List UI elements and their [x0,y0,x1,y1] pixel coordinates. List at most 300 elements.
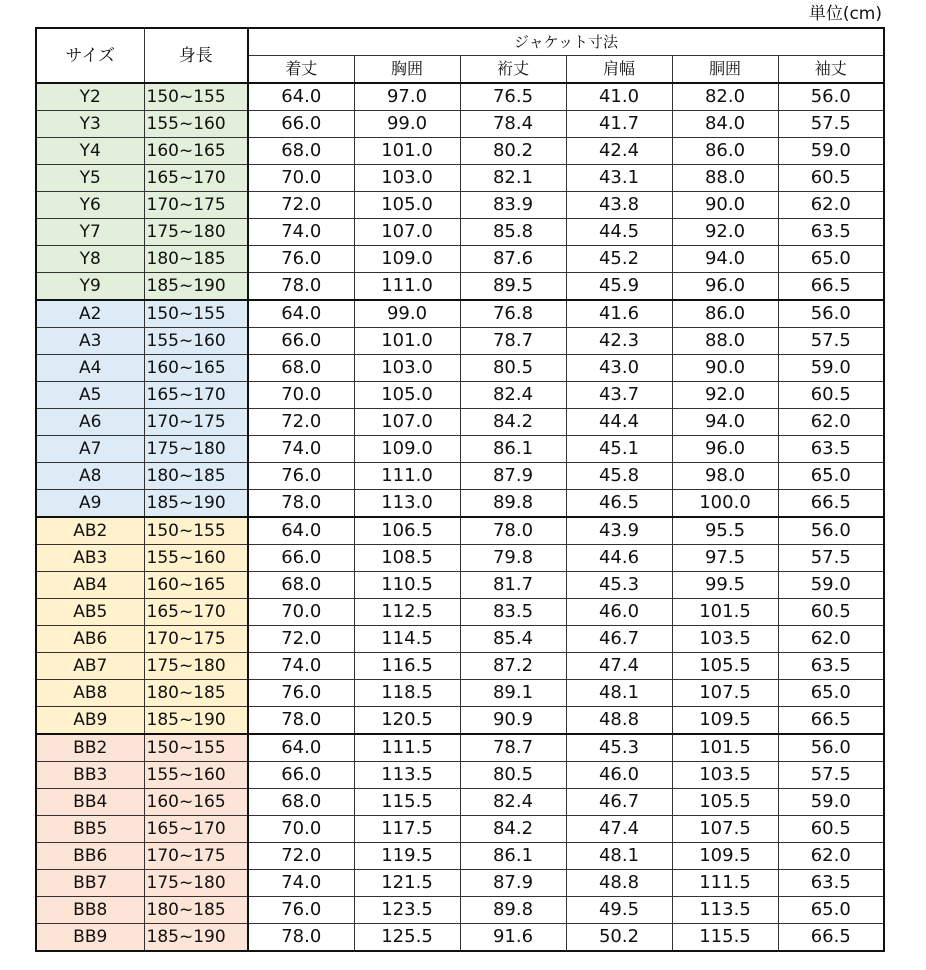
measurement-cell: 105.5 [672,653,778,680]
measurement-cell: 106.5 [354,517,460,545]
measurement-cell: 113.0 [354,490,460,518]
measurement-cell: 116.5 [354,653,460,680]
measurement-cell: 49.5 [566,897,672,924]
size-cell: AB9 [36,707,144,735]
measurement-cell: 42.4 [566,138,672,165]
measurement-cell: 107.0 [354,409,460,436]
table-row [36,165,884,192]
measurement-cell: 72.0 [248,626,354,653]
measurement-cell: 41.7 [566,111,672,138]
measurement-cell: 109.0 [354,436,460,463]
measurement-cell: 114.5 [354,626,460,653]
measurement-cell: 46.7 [566,626,672,653]
measurement-cell: 99.5 [672,572,778,599]
size-cell: A2 [36,300,144,328]
measurement-cell: 103.5 [672,626,778,653]
measurement-cell: 44.4 [566,409,672,436]
measurement-cell: 94.0 [672,246,778,273]
measurement-cell: 82.4 [460,382,566,409]
measurement-cell: 74.0 [248,653,354,680]
height-cell: 150~155 [144,517,248,545]
measurement-cell: 76.0 [248,680,354,707]
height-cell: 165~170 [144,599,248,626]
measurement-cell: 60.5 [778,382,884,409]
table-row [36,490,884,518]
size-cell: A3 [36,328,144,355]
measurement-cell: 90.0 [672,192,778,219]
measurement-cell: 50.2 [566,924,672,952]
measurement-cell: 105.0 [354,192,460,219]
measurement-cell: 66.0 [248,111,354,138]
height-cell: 150~155 [144,300,248,328]
measurement-cell: 119.5 [354,843,460,870]
measurement-cell: 97.5 [672,545,778,572]
measurement-cell: 87.6 [460,246,566,273]
measurement-cell: 92.0 [672,219,778,246]
measurement-cell: 90.0 [672,355,778,382]
measurement-cell: 86.1 [460,843,566,870]
height-cell: 170~175 [144,843,248,870]
measurement-cell: 45.3 [566,572,672,599]
height-cell: 170~175 [144,192,248,219]
measurement-cell: 109.5 [672,707,778,735]
measurement-cell: 66.0 [248,328,354,355]
height-cell: 155~160 [144,328,248,355]
measurement-cell: 110.5 [354,572,460,599]
measurement-cell: 76.0 [248,463,354,490]
measurement-cell: 41.0 [566,83,672,111]
table-row [36,680,884,707]
measurement-cell: 87.9 [460,463,566,490]
table-row [36,762,884,789]
measurement-cell: 113.5 [354,762,460,789]
measurement-cell: 89.5 [460,273,566,301]
measurement-cell: 96.0 [672,436,778,463]
height-cell: 155~160 [144,111,248,138]
measurement-cell: 68.0 [248,572,354,599]
size-cell: BB5 [36,816,144,843]
table-row [36,924,884,952]
measurement-cell: 56.0 [778,517,884,545]
measurement-cell: 74.0 [248,436,354,463]
table-row [36,219,884,246]
measurement-cell: 99.0 [354,111,460,138]
table-row [36,328,884,355]
measurement-cell: 78.0 [248,490,354,518]
size-cell: AB5 [36,599,144,626]
header-row-top [36,28,884,56]
measurement-cell: 121.5 [354,870,460,897]
measurement-cell: 47.4 [566,653,672,680]
size-cell: AB6 [36,626,144,653]
measurement-cell: 43.1 [566,165,672,192]
height-cell: 165~170 [144,165,248,192]
measurement-cell: 107.5 [672,680,778,707]
measurement-cell: 80.2 [460,138,566,165]
size-cell: Y6 [36,192,144,219]
measurement-cell: 59.0 [778,789,884,816]
header-measure: 着丈 [248,56,354,84]
measurement-cell: 44.5 [566,219,672,246]
measurement-cell: 84.0 [672,111,778,138]
measurement-cell: 88.0 [672,328,778,355]
measurement-cell: 78.0 [248,924,354,952]
height-cell: 155~160 [144,762,248,789]
table-row [36,463,884,490]
measurement-cell: 45.2 [566,246,672,273]
measurement-cell: 76.5 [460,83,566,111]
measurement-cell: 43.0 [566,355,672,382]
measurement-cell: 70.0 [248,165,354,192]
measurement-cell: 108.5 [354,545,460,572]
measurement-cell: 46.5 [566,490,672,518]
measurement-cell: 57.5 [778,762,884,789]
measurement-cell: 60.5 [778,165,884,192]
measurement-cell: 63.5 [778,653,884,680]
size-cell: BB2 [36,734,144,762]
measurement-cell: 65.0 [778,246,884,273]
measurement-cell: 57.5 [778,545,884,572]
measurement-cell: 82.4 [460,789,566,816]
size-cell: BB4 [36,789,144,816]
measurement-cell: 101.5 [672,599,778,626]
table-row [36,897,884,924]
measurement-cell: 111.5 [672,870,778,897]
size-cell: BB3 [36,762,144,789]
measurement-cell: 78.4 [460,111,566,138]
measurement-cell: 99.0 [354,300,460,328]
size-cell: AB2 [36,517,144,545]
measurement-cell: 45.8 [566,463,672,490]
measurement-cell: 89.8 [460,490,566,518]
table-row [36,816,884,843]
measurement-cell: 48.1 [566,680,672,707]
measurement-cell: 63.5 [778,219,884,246]
height-cell: 160~165 [144,355,248,382]
measurement-cell: 57.5 [778,328,884,355]
measurement-cell: 68.0 [248,138,354,165]
measurement-cell: 68.0 [248,789,354,816]
height-cell: 160~165 [144,138,248,165]
measurement-cell: 43.9 [566,517,672,545]
measurement-cell: 66.0 [248,762,354,789]
measurement-cell: 64.0 [248,517,354,545]
table-row [36,192,884,219]
measurement-cell: 118.5 [354,680,460,707]
measurement-cell: 125.5 [354,924,460,952]
measurement-cell: 56.0 [778,734,884,762]
measurement-cell: 74.0 [248,219,354,246]
measurement-cell: 111.0 [354,273,460,301]
table-row [36,545,884,572]
measurement-cell: 101.5 [672,734,778,762]
jacket-size-table [35,27,885,952]
header-jacket-group: ジャケット寸法 [248,28,884,56]
measurement-cell: 89.1 [460,680,566,707]
measurement-cell: 59.0 [778,138,884,165]
measurement-cell: 87.9 [460,870,566,897]
measurement-cell: 84.2 [460,816,566,843]
measurement-cell: 83.9 [460,192,566,219]
table-row [36,707,884,735]
measurement-cell: 64.0 [248,734,354,762]
table-row [36,734,884,762]
measurement-cell: 66.5 [778,490,884,518]
size-cell: AB8 [36,680,144,707]
height-cell: 185~190 [144,490,248,518]
measurement-cell: 57.5 [778,111,884,138]
measurement-cell: 89.8 [460,897,566,924]
measurement-cell: 78.0 [248,273,354,301]
header-measure: 肩幅 [566,56,672,84]
table-row [36,843,884,870]
measurement-cell: 82.1 [460,165,566,192]
height-cell: 175~180 [144,219,248,246]
size-cell: BB6 [36,843,144,870]
measurement-cell: 41.6 [566,300,672,328]
measurement-cell: 48.1 [566,843,672,870]
table-row [36,111,884,138]
size-cell: BB9 [36,924,144,952]
measurement-cell: 76.8 [460,300,566,328]
size-cell: Y2 [36,83,144,111]
measurement-cell: 83.5 [460,599,566,626]
measurement-cell: 76.0 [248,897,354,924]
measurement-cell: 101.0 [354,328,460,355]
measurement-cell: 97.0 [354,83,460,111]
measurement-cell: 123.5 [354,897,460,924]
header-measure: 裄丈 [460,56,566,84]
height-cell: 180~185 [144,463,248,490]
measurement-cell: 56.0 [778,300,884,328]
measurement-cell: 103.0 [354,165,460,192]
measurement-cell: 60.5 [778,816,884,843]
size-cell: A8 [36,463,144,490]
measurement-cell: 100.0 [672,490,778,518]
table-row [36,300,884,328]
measurement-cell: 70.0 [248,816,354,843]
measurement-cell: 66.5 [778,924,884,952]
size-cell: AB4 [36,572,144,599]
measurement-cell: 72.0 [248,409,354,436]
measurement-cell: 105.0 [354,382,460,409]
size-cell: Y4 [36,138,144,165]
measurement-cell: 45.9 [566,273,672,301]
header-size: サイズ [36,28,144,83]
measurement-cell: 85.4 [460,626,566,653]
measurement-cell: 72.0 [248,843,354,870]
measurement-cell: 66.5 [778,273,884,301]
measurement-cell: 74.0 [248,870,354,897]
height-cell: 185~190 [144,707,248,735]
measurement-cell: 82.0 [672,83,778,111]
measurement-cell: 56.0 [778,83,884,111]
table-row [36,246,884,273]
table-row [36,789,884,816]
height-cell: 180~185 [144,680,248,707]
header-height: 身長 [144,28,248,83]
measurement-cell: 76.0 [248,246,354,273]
height-cell: 160~165 [144,572,248,599]
measurement-cell: 65.0 [778,680,884,707]
measurement-cell: 80.5 [460,355,566,382]
measurement-cell: 86.0 [672,138,778,165]
measurement-cell: 59.0 [778,355,884,382]
table-row [36,355,884,382]
measurement-cell: 81.7 [460,572,566,599]
size-cell: BB7 [36,870,144,897]
height-cell: 180~185 [144,897,248,924]
measurement-cell: 78.0 [248,707,354,735]
measurement-cell: 44.6 [566,545,672,572]
unit-label: 単位(cm) [808,4,882,24]
measurement-cell: 115.5 [354,789,460,816]
measurement-cell: 86.0 [672,300,778,328]
size-cell: A5 [36,382,144,409]
measurement-cell: 63.5 [778,436,884,463]
measurement-cell: 43.7 [566,382,672,409]
measurement-cell: 62.0 [778,409,884,436]
measurement-cell: 43.8 [566,192,672,219]
measurement-cell: 117.5 [354,816,460,843]
height-cell: 185~190 [144,924,248,952]
measurement-cell: 111.5 [354,734,460,762]
height-cell: 175~180 [144,870,248,897]
measurement-cell: 109.0 [354,246,460,273]
height-cell: 160~165 [144,789,248,816]
height-cell: 185~190 [144,273,248,301]
measurement-cell: 101.0 [354,138,460,165]
measurement-cell: 78.0 [460,517,566,545]
table-row [36,653,884,680]
measurement-cell: 87.2 [460,653,566,680]
table-row [36,273,884,301]
measurement-cell: 109.5 [672,843,778,870]
measurement-cell: 120.5 [354,707,460,735]
height-cell: 175~180 [144,436,248,463]
measurement-cell: 80.5 [460,762,566,789]
measurement-cell: 48.8 [566,870,672,897]
measurement-cell: 79.8 [460,545,566,572]
measurement-cell: 115.5 [672,924,778,952]
height-cell: 165~170 [144,382,248,409]
measurement-cell: 46.7 [566,789,672,816]
measurement-cell: 46.0 [566,762,672,789]
header-measure: 袖丈 [778,56,884,84]
height-cell: 155~160 [144,545,248,572]
measurement-cell: 42.3 [566,328,672,355]
measurement-cell: 78.7 [460,328,566,355]
height-cell: 170~175 [144,409,248,436]
measurement-cell: 84.2 [460,409,566,436]
measurement-cell: 107.5 [672,816,778,843]
table-body [36,83,884,951]
measurement-cell: 94.0 [672,409,778,436]
size-cell: Y9 [36,273,144,301]
size-cell: AB7 [36,653,144,680]
measurement-cell: 72.0 [248,192,354,219]
size-cell: A7 [36,436,144,463]
measurement-cell: 45.1 [566,436,672,463]
measurement-cell: 59.0 [778,572,884,599]
measurement-cell: 68.0 [248,355,354,382]
measurement-cell: 88.0 [672,165,778,192]
measurement-cell: 91.6 [460,924,566,952]
measurement-cell: 86.1 [460,436,566,463]
measurement-cell: 64.0 [248,83,354,111]
height-cell: 150~155 [144,83,248,111]
table-row [36,517,884,545]
height-cell: 175~180 [144,653,248,680]
table-row [36,436,884,463]
height-cell: 150~155 [144,734,248,762]
measurement-cell: 65.0 [778,463,884,490]
size-cell: A4 [36,355,144,382]
measurement-cell: 46.0 [566,599,672,626]
measurement-cell: 62.0 [778,843,884,870]
measurement-cell: 48.8 [566,707,672,735]
measurement-cell: 95.5 [672,517,778,545]
measurement-cell: 64.0 [248,300,354,328]
measurement-cell: 113.5 [672,897,778,924]
size-cell: A9 [36,490,144,518]
table-row [36,83,884,111]
table-row [36,138,884,165]
height-cell: 165~170 [144,816,248,843]
measurement-cell: 111.0 [354,463,460,490]
measurement-cell: 96.0 [672,273,778,301]
height-cell: 170~175 [144,626,248,653]
size-cell: Y5 [36,165,144,192]
measurement-cell: 105.5 [672,789,778,816]
header-measure: 胴囲 [672,56,778,84]
measurement-cell: 66.5 [778,707,884,735]
measurement-cell: 70.0 [248,599,354,626]
measurement-cell: 65.0 [778,897,884,924]
measurement-cell: 47.4 [566,816,672,843]
size-cell: Y8 [36,246,144,273]
measurement-cell: 78.7 [460,734,566,762]
table-row [36,572,884,599]
measurement-cell: 62.0 [778,192,884,219]
size-cell: AB3 [36,545,144,572]
measurement-cell: 90.9 [460,707,566,735]
measurement-cell: 70.0 [248,382,354,409]
measurement-cell: 63.5 [778,870,884,897]
measurement-cell: 60.5 [778,599,884,626]
size-cell: A6 [36,409,144,436]
table-row [36,599,884,626]
measurement-cell: 112.5 [354,599,460,626]
height-cell: 180~185 [144,246,248,273]
measurement-cell: 92.0 [672,382,778,409]
table-row [36,382,884,409]
measurement-cell: 62.0 [778,626,884,653]
measurement-cell: 85.8 [460,219,566,246]
measurement-cell: 66.0 [248,545,354,572]
table-row [36,409,884,436]
header-measure: 胸囲 [354,56,460,84]
measurement-cell: 103.5 [672,762,778,789]
table-row [36,870,884,897]
table-row [36,626,884,653]
measurement-cell: 45.3 [566,734,672,762]
size-cell: Y7 [36,219,144,246]
size-cell: BB8 [36,897,144,924]
measurement-cell: 98.0 [672,463,778,490]
measurement-cell: 107.0 [354,219,460,246]
size-cell: Y3 [36,111,144,138]
